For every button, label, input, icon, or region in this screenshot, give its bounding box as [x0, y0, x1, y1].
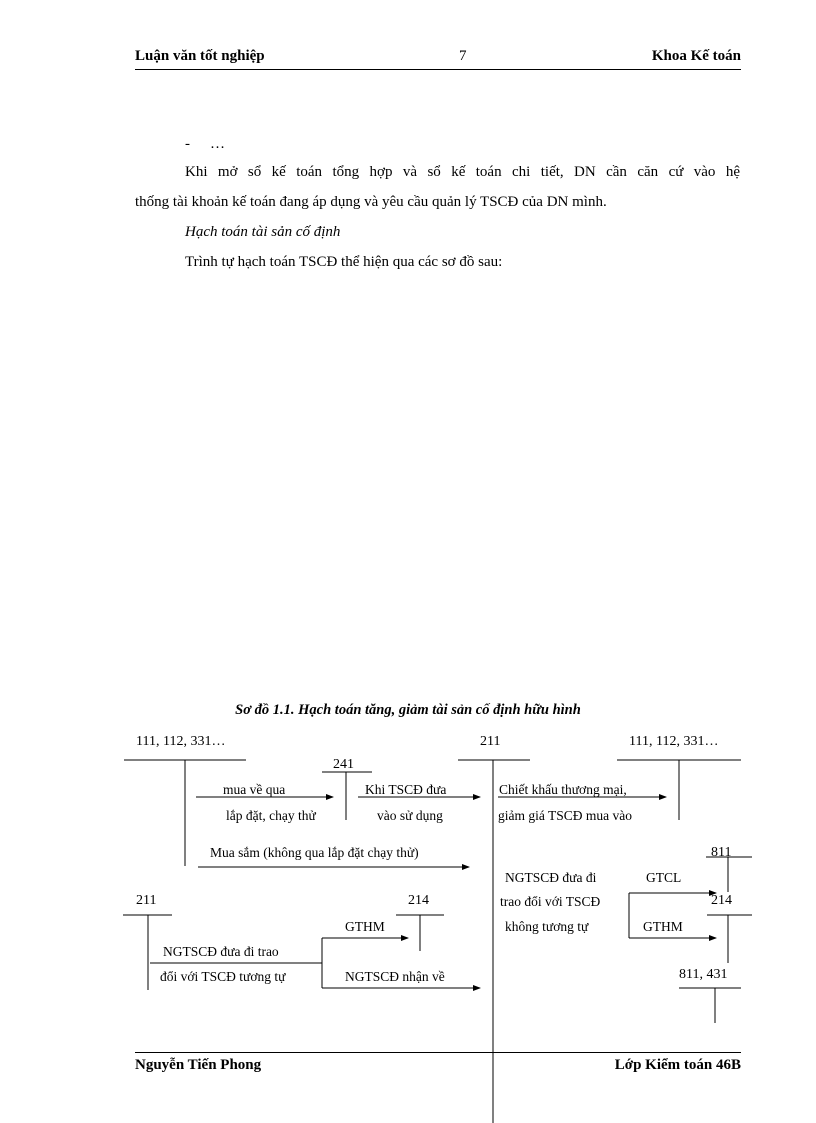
diagram-caption: Sơ đồ 1.1. Hạch toán tăng, giảm tài sản cố định hữu hình	[235, 702, 581, 718]
label-ngtscd-dua-di-row1: NGTSCĐ đưa đi	[505, 870, 597, 885]
label-khi-tscd-dua: Khi TSCĐ đưa	[365, 782, 447, 797]
label-ngtscd-nhan-ve: NGTSCĐ nhận về	[345, 969, 445, 984]
footer-left: Nguyễn Tiến Phong	[135, 1057, 262, 1073]
bullet-dash: -	[185, 136, 190, 152]
label-ngtscd-trao-line1: NGTSCĐ đưa đi trao	[163, 944, 279, 959]
label-lap-dat: lắp đặt, chạy thử	[226, 808, 316, 823]
account-214-left: 214	[408, 893, 429, 908]
account-111-left: 111, 112, 331…	[136, 734, 226, 749]
paragraph-1-line-1: Khi mở sổ kế toán tổng hợp và sổ kế toán chi tiết, DN cần căn cứ vào hệ	[185, 164, 740, 180]
label-gthm-right: GTHM	[643, 919, 683, 934]
label-chiet-khau: Chiết khấu thương mại,	[499, 782, 627, 797]
account-214-right: 214	[711, 893, 732, 908]
label-mua-sam: Mua sắm (không qua lắp đặt chạy thử)	[210, 845, 419, 860]
label-giam-gia: giảm giá TSCĐ mua vào	[498, 808, 632, 823]
account-211-center: 211	[480, 734, 501, 749]
label-gtcl: GTCL	[646, 870, 682, 885]
account-241: 241	[333, 757, 354, 772]
label-gthm-left: GTHM	[345, 919, 385, 934]
account-211-left: 211	[136, 893, 157, 908]
header-right: Khoa Kế toán	[651, 48, 741, 64]
account-111-right: 111, 112, 331…	[629, 734, 719, 749]
label-mua-ve-qua: mua về qua	[223, 782, 286, 797]
label-vao-su-dung: vào sử dụng	[377, 808, 443, 823]
subheading: Hạch toán tài sản cố định	[185, 224, 341, 240]
bullet-ellipsis: …	[210, 136, 225, 152]
account-811-top: 811	[711, 845, 732, 860]
header-left: Luận văn tốt nghiệp	[135, 48, 265, 64]
account-811-431: 811, 431	[679, 967, 728, 982]
footer-rule	[135, 1052, 741, 1053]
label-ngtscd-dua-di-row2: trao đổi với TSCĐ	[500, 894, 601, 909]
paragraph-2: Trình tự hạch toán TSCĐ thể hiện qua các sơ đồ sau:	[185, 254, 503, 270]
paragraph-1-line-2: thống tài khoản kế toán đang áp dụng và yêu cầu quản lý TSCĐ của DN mình.	[135, 194, 607, 210]
page-number: 7	[459, 48, 467, 64]
footer-right: Lớp Kiểm toán 46B	[614, 1057, 741, 1073]
label-ngtscd-trao-line2: đổi với TSCĐ tương tự	[160, 969, 286, 984]
label-ngtscd-dua-di-row3: không tương tự	[505, 919, 589, 934]
